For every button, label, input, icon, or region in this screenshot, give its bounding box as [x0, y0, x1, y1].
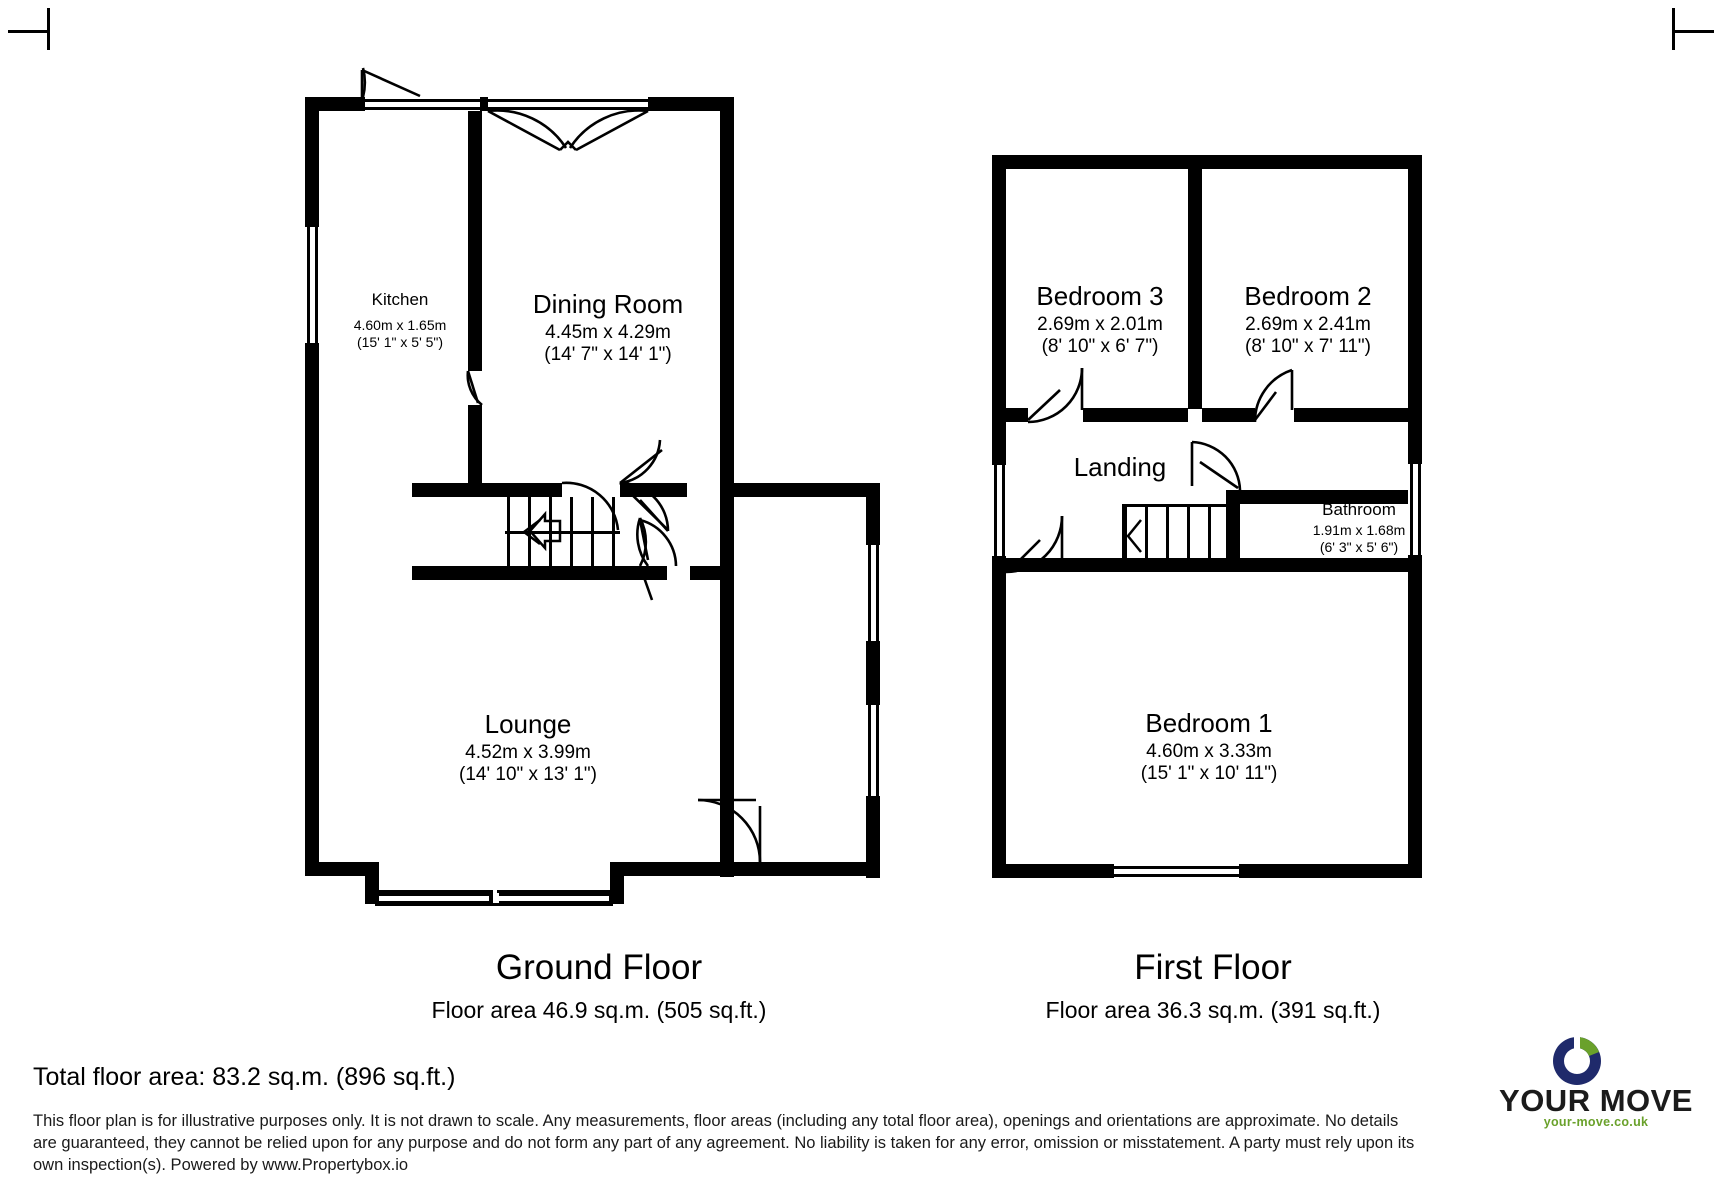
bedroom3-metric: 2.69m x 2.01m — [1037, 314, 1163, 335]
bathroom-metric: 1.91m x 1.68m — [1312, 522, 1406, 538]
bedroom1-imperial: (15' 1" x 10' 11") — [1140, 763, 1278, 785]
room-label-bedroom-3 — [1036, 281, 1163, 312]
room-label-bedroom-2 — [1244, 281, 1371, 312]
bedroom2-imperial: (8' 10" x 7' 11") — [1244, 336, 1372, 358]
brand-logo — [1496, 1035, 1696, 1130]
floor-area-first: Floor area 36.3 sq.m. (391 sq.ft.) — [1045, 997, 1381, 1023]
floor-title-ground: Ground Floor — [495, 948, 703, 987]
brand-website: your-move.co.uk — [1543, 1115, 1649, 1129]
bedroom2-metric: 2.69m x 2.41m — [1245, 314, 1371, 335]
room-label-lounge — [485, 709, 572, 740]
bedroom3-imperial: (8' 10" x 6' 7") — [1041, 336, 1159, 358]
room-name-kitchen: Kitchen — [371, 290, 429, 309]
dining-imperial: (14' 7" x 14' 1") — [544, 344, 672, 366]
lounge-metric: 4.52m x 3.99m — [465, 742, 591, 763]
total-floor-area: Total floor area: 83.2 sq.m. (896 sq.ft.) — [33, 1063, 456, 1091]
room-name-dining-room: Dining Room — [532, 289, 684, 319]
room-label-bathroom — [1322, 500, 1396, 520]
dining-metric: 4.45m x 4.29m — [545, 322, 671, 343]
lounge-imperial: (14' 10" x 13' 1") — [459, 764, 597, 786]
kitchen-metric: 4.60m x 1.65m — [353, 317, 447, 333]
room-dims-bedroom-2 — [1245, 314, 1371, 359]
room-name-bedroom-1: Bedroom 1 — [1145, 708, 1273, 738]
room-label-kitchen — [372, 290, 429, 310]
room-label-landing — [1074, 452, 1167, 483]
room-label-dining-room — [533, 289, 683, 320]
room-dims-kitchen — [354, 317, 447, 350]
room-dims-bedroom-3 — [1037, 314, 1163, 359]
room-dims-bathroom — [1313, 522, 1406, 555]
floor-title-first: First Floor — [1134, 948, 1292, 987]
brand-name: YOUR MOVE — [1499, 1083, 1693, 1118]
room-name-bedroom-3: Bedroom 3 — [1036, 281, 1164, 311]
kitchen-imperial: (15' 1" x 5' 5") — [356, 333, 444, 350]
bedroom1-metric: 4.60m x 3.33m — [1146, 741, 1272, 762]
bathroom-imperial: (6' 3" x 5' 6") — [1319, 538, 1399, 555]
room-dims-bedroom-1 — [1141, 741, 1278, 786]
room-name-bedroom-2: Bedroom 2 — [1244, 281, 1372, 311]
floor-area-ground: Floor area 46.9 sq.m. (505 sq.ft.) — [431, 997, 767, 1023]
room-name-lounge: Lounge — [484, 709, 572, 739]
room-name-bathroom: Bathroom — [1322, 500, 1396, 519]
your-move-mark-icon — [1551, 1035, 1603, 1087]
room-dims-lounge — [459, 742, 597, 787]
room-dims-dining-room — [544, 322, 671, 367]
room-name-landing: Landing — [1073, 452, 1167, 482]
disclaimer-text: This floor plan is for illustrative purposes only. It is not drawn to scale. Any measurements, floor areas (including any total floor area), openings and orientations are approximate. No details are guaranteed, they cannot be relied upon for any purpose and do not form any part of any agreement. No liability is taken for any error, omission or misstatement. A party must rely upon its own inspection(s). Powered by www.Propertybox.io — [33, 1112, 1415, 1174]
room-label-bedroom-1 — [1145, 708, 1272, 739]
